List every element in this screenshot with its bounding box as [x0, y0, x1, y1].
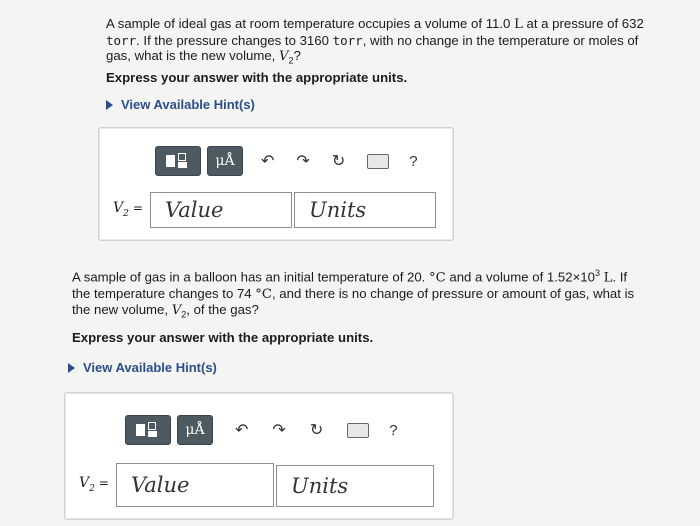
problem-2-value-input[interactable]: Value — [116, 463, 274, 507]
redo-icon[interactable]: ↷ — [272, 422, 286, 439]
problem-1-toolbar — [155, 146, 418, 176]
undo-icon[interactable]: ↶ — [261, 153, 275, 170]
problem-1-instruction: Express your answer with the appropriate units. — [106, 70, 408, 85]
problem-2-answer-panel — [64, 392, 454, 520]
problem-1-question: A sample of ideal gas at room temperature occupies a volume of 11.0 L at a pressure of 632 torr. If the pressure changes to 3160 torr, with no change in the temperature or moles of gas, what is the new volume, $V_2$? — [106, 16, 644, 66]
templates-button[interactable] — [125, 415, 171, 445]
problem-1-hint-toggle[interactable]: View Available Hint(s) — [106, 97, 255, 112]
problem-1 — [106, 16, 666, 69]
keyboard-icon[interactable] — [347, 423, 369, 438]
problem-2-units-input[interactable]: Units — [276, 465, 434, 507]
problem-1-units-input[interactable]: Units — [294, 192, 436, 228]
help-icon[interactable]: ? — [389, 421, 398, 439]
problem-2-hint-toggle[interactable]: View Available Hint(s) — [68, 360, 217, 375]
problem-1-value-input[interactable]: Value — [150, 192, 292, 228]
keyboard-icon[interactable] — [367, 154, 389, 169]
problem-2-question: A sample of gas in a balloon has an initial temperature of 20. °C and a volume of $1.52\times 10^3$ L. If the temperature changes to 74 °C, and there is no change of pressure or amount of gas, what is the new volume, $V_2$, of the gas? — [72, 268, 635, 321]
undo-icon[interactable]: ↶ — [235, 422, 249, 439]
problem-2-toolbar — [125, 415, 398, 445]
units-symbols-button[interactable]: μÅ — [177, 415, 213, 445]
reset-icon[interactable]: ↻ — [331, 153, 346, 170]
templates-icon — [134, 421, 162, 439]
problem-2-variable-label: $V_2$ = — [79, 475, 109, 494]
problem-1-variable-label: $V_2$ = — [113, 200, 143, 219]
templates-button[interactable] — [155, 146, 201, 176]
chevron-right-icon — [106, 100, 113, 110]
problem-1-answer-panel — [98, 127, 454, 241]
chevron-right-icon — [68, 363, 75, 373]
reset-icon[interactable]: ↻ — [309, 422, 324, 439]
redo-icon[interactable]: ↷ — [296, 153, 310, 170]
problem-2-instruction: Express your answer with the appropriate units. — [72, 330, 374, 345]
units-symbols-button[interactable]: μÅ — [207, 146, 243, 176]
help-icon[interactable]: ? — [409, 152, 418, 170]
templates-icon — [164, 152, 192, 170]
problem-2 — [72, 266, 642, 324]
